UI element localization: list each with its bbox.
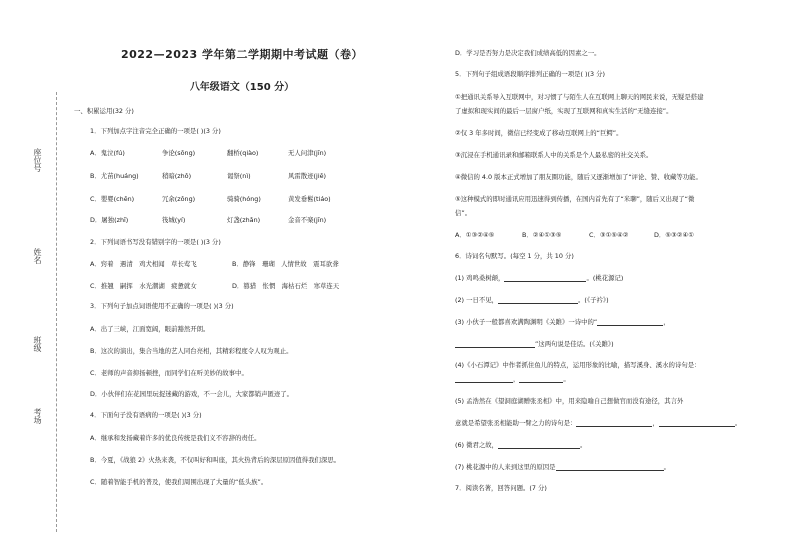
- q5-stem: 5．下列句子组成语段顺序排列正确的一项是( )(3 分): [455, 70, 605, 78]
- q6-item: [455, 462, 670, 471]
- q6-item-text: (1) 鸡鸣桑树颠，: [455, 274, 505, 282]
- q6-item: 意就是希望张丞相能助一臂之力的诗句是： ， 。: [455, 419, 742, 427]
- q6-item: [455, 339, 614, 348]
- q6-item-text: 。: [663, 463, 670, 471]
- q2-option: D．篡猎 怅惘 海枯石烂 寒草连天: [232, 282, 340, 290]
- answer-blank[interactable]: [498, 296, 578, 304]
- q2-option: B．静锋 珊瑚 人情世故 震耳欲聋: [232, 260, 339, 268]
- answer-blank[interactable]: [597, 318, 663, 326]
- binding-label-name: 姓名: [33, 248, 42, 264]
- q6-item-text: 意就是希望张丞相能助一臂之力的诗句是：: [455, 419, 577, 427]
- q6-item: [455, 273, 623, 282]
- q1-option: 骑骑(hóng): [227, 195, 261, 203]
- q1-option: 筏城(yí): [162, 216, 186, 224]
- answer-blank[interactable]: [455, 340, 535, 348]
- q4-stem: 4．下面句子没有语病的一项是( )(3 分): [90, 411, 202, 419]
- q5-sentence: ⑤这种模式的即时通讯应用迅速得到传播，在国内首先有了“米聊”，随后又出现了“微: [455, 195, 695, 203]
- q3-option: C．老师的声音抑扬顿挫，而同学们在听美妙的故事中。: [90, 369, 248, 377]
- q2-stem: 2．下列词语书写没有错别字的一项是( )(3 分): [90, 238, 221, 246]
- q5-sentence: 了虚拟和现实间的最后一层窗户纸，实现了互联网和真实生活的“无缝连接”。: [455, 107, 673, 115]
- q5-sentence: ④微信的 4.0 版本正式增加了朋友圈功能，随后又逐渐增加了“评论、赞、收藏等功能。: [455, 173, 702, 181]
- q1-option: D．屠独(zhī): [90, 216, 129, 224]
- section-heading: 一、积累运用(32 分): [74, 107, 134, 115]
- answer-blank[interactable]: [498, 441, 580, 449]
- q6-item-text: 。: [580, 441, 587, 449]
- answer-blank[interactable]: [455, 375, 513, 383]
- q6-item-text: (5) 孟浩然在《望洞庭湖赠张丞相》中，用来隐喻自己想做官而没有途径，其言外: [455, 397, 684, 405]
- q6-item-text: (2) 一日不见，: [455, 296, 499, 304]
- q6-item-text: ，: [652, 419, 659, 427]
- q6-item-text: (3) 小伙子一般都喜欢满陶渊明《关雎》一诗中的“: [455, 318, 598, 326]
- answer-blank[interactable]: [659, 419, 735, 427]
- q6-item: [455, 440, 586, 449]
- q5-choice: C．③①⑤④②: [589, 231, 629, 239]
- binding-label-seat: 座位号: [33, 148, 42, 172]
- q5-choice: A．①③②④⑤: [455, 231, 495, 239]
- q3-option: A．出了三峡，江面宽阔，眼前豁然开朗。: [90, 325, 210, 333]
- binding-label-room: 考场: [33, 408, 42, 424]
- q3-option: D．小伙伴们在花园里玩捉迷藏的游戏，不一会儿，大家都销声匿迹了。: [90, 390, 294, 398]
- q6-item-text: ”这两句说是佳话。(《关雎》): [535, 340, 614, 348]
- q5-sentence: 信”。: [455, 209, 472, 217]
- q3-stem: 3．下列句子加点词语使用不正确的一项是( )(3 分): [90, 302, 234, 310]
- q1-option: B．尤苗(huáng): [90, 172, 139, 180]
- q6-item-text: 。(桃花源记): [586, 274, 624, 282]
- q1-option: 金音不楽(jīn): [288, 216, 327, 224]
- q1-option: C．嬰婴(chēn): [90, 195, 135, 203]
- binding-label-class: 班级: [33, 336, 42, 352]
- q1-stem: 1．下列加点字注音完全正确的一项是( )(3 分): [90, 127, 221, 135]
- binding-line: [56, 92, 57, 532]
- q7-stem: 7．阅读名著，回答问题。(7 分): [455, 484, 547, 492]
- q6-item-text: ，: [663, 318, 670, 326]
- q6-item-text: (7) 桃花源中的人来到这里的原因是: [455, 463, 556, 471]
- q1-option: 无人问津(jīn): [288, 149, 327, 157]
- q4-option: B．今夏，《战狼 2》火热来袭，不仅叫好和叫座，其火热背后的深层原因值得我们深思。: [90, 456, 341, 464]
- q1-option: 争论(sōng): [162, 149, 196, 157]
- q1-option: 稍暗(zhǒ): [162, 172, 192, 180]
- q6-item: [455, 360, 701, 369]
- q6-stem: 6．诗词名句默写。(每空 1 分，共 10 分): [455, 252, 574, 260]
- q4-option: C．随着智能手机的普及，使我们周围出现了大量的“低头族”。: [90, 478, 268, 486]
- q6-item-text: 。(《子衿》): [578, 296, 609, 304]
- q1-option: 黄发垂髫(tiáo): [288, 195, 331, 203]
- q6-item: ， 。: [455, 374, 570, 383]
- exam-subtitle: 八年级语文（150 分）: [189, 82, 295, 93]
- q2-option: C．推翘 嗣挥 水光潮湖 疲惫就女: [90, 282, 197, 290]
- q3-option: B．这次的演出，集合当地的艺人同台亮相，其精彩程度令人叹为观止。: [90, 347, 293, 355]
- q4-option: A．继承和发扬藏着许多的优良传统是我们义不容辞的责任。: [90, 434, 261, 442]
- q6-item-text: ，: [513, 375, 520, 383]
- q1-option: 翻桥(qiào): [227, 149, 259, 157]
- q5-choice: D．⑤③②④①: [654, 231, 694, 239]
- q6-item: [455, 396, 683, 405]
- q1-option: 冗余(zǒng): [162, 195, 196, 203]
- q4-option: D．学习是否努力是决定我们成绩高低的因素之一。: [455, 49, 601, 57]
- q2-option: A．窍着 遇清 鸡犬相闻 草长莺飞: [90, 260, 197, 268]
- q1-option: 风雷散迹(jiē): [288, 172, 327, 180]
- answer-blank[interactable]: [556, 463, 664, 471]
- q5-sentence: ③沉浸在手机通讯录和邮箱联系人中的关系是个人最私密的社交关系。: [455, 151, 653, 159]
- exam-title: 2022—2023 学年第二学期期中考试题（卷）: [120, 48, 364, 61]
- q1-option: A．鬼泣(fú): [90, 149, 125, 157]
- answer-blank[interactable]: [504, 274, 586, 282]
- q6-item: [455, 295, 609, 304]
- q5-sentence: ②仅 3 年多时间，微信已经变成了移动互联网上的“巨鳄”。: [455, 129, 623, 137]
- q6-item-text: (6) 微君之故，: [455, 441, 499, 449]
- q5-choice: B．②④①③⑤: [522, 231, 562, 239]
- answer-blank[interactable]: [519, 375, 563, 383]
- q6-item: [455, 317, 670, 326]
- q1-option: 灯盏(zhǎn): [227, 216, 261, 224]
- answer-blank[interactable]: [576, 419, 652, 427]
- q1-option: 谒祭(nì): [227, 172, 251, 180]
- q5-sentence: ①把通讯关系导入互联网中，对习惯了与陌生人在互联网上聊天的网民来说，无疑是搭建: [455, 93, 704, 101]
- q6-item-text: (4)《小石潭记》中作者抓住鱼儿的特点，运用形象的比喻，描写溪身、溪水的诗句是：: [455, 361, 701, 369]
